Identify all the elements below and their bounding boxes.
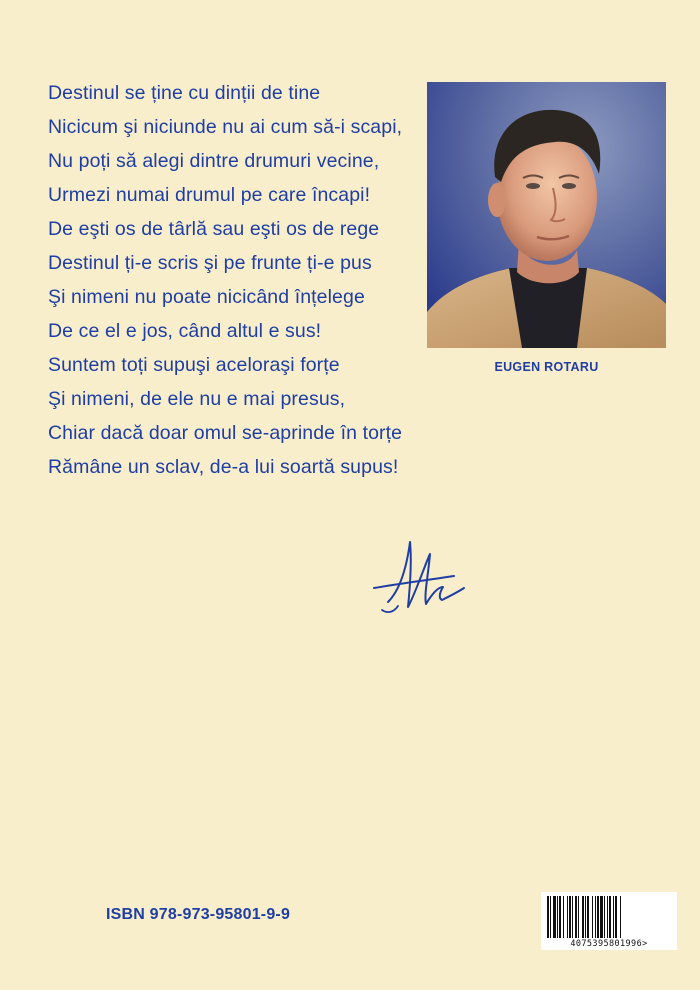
barcode-digits: 4075395801996> xyxy=(541,939,677,949)
signature-image xyxy=(368,532,478,622)
poem-line: Nicicum şi niciunde nu ai cum să-i scapi, xyxy=(48,116,403,138)
poem-line: De ce el e jos, când altul e sus! xyxy=(48,320,322,342)
poem-line: Destinul ți-e scris şi pe frunte ți-e pus xyxy=(48,252,372,274)
poem-line: Suntem toți supuşi aceloraşi forțe xyxy=(48,354,340,376)
poem-line: Urmezi numai drumul pe care încapi! xyxy=(48,184,371,206)
author-portrait xyxy=(427,82,666,348)
barcode xyxy=(541,892,677,950)
poem-line: De eşti os de târlă sau eşti os de rege xyxy=(48,218,380,240)
author-name: EUGEN ROTARU xyxy=(494,360,599,374)
poem-line: Chiar dacă doar omul se-aprinde în torțe xyxy=(48,422,403,444)
poem-line: Şi nimeni nu poate nicicând înțelege xyxy=(48,286,365,308)
poem-line: Nu poți să alegi dintre drumuri vecine, xyxy=(48,150,380,172)
poem-line: Destinul se ține cu dinții de tine xyxy=(48,82,321,104)
poem xyxy=(48,76,402,484)
poem-line: Şi nimeni, de ele nu e mai presus, xyxy=(48,388,346,410)
poem-line: Rămâne un sclav, de-a lui soartă supus! xyxy=(48,456,399,478)
isbn-number: ISBN 978-973-95801-9-9 xyxy=(106,906,291,923)
